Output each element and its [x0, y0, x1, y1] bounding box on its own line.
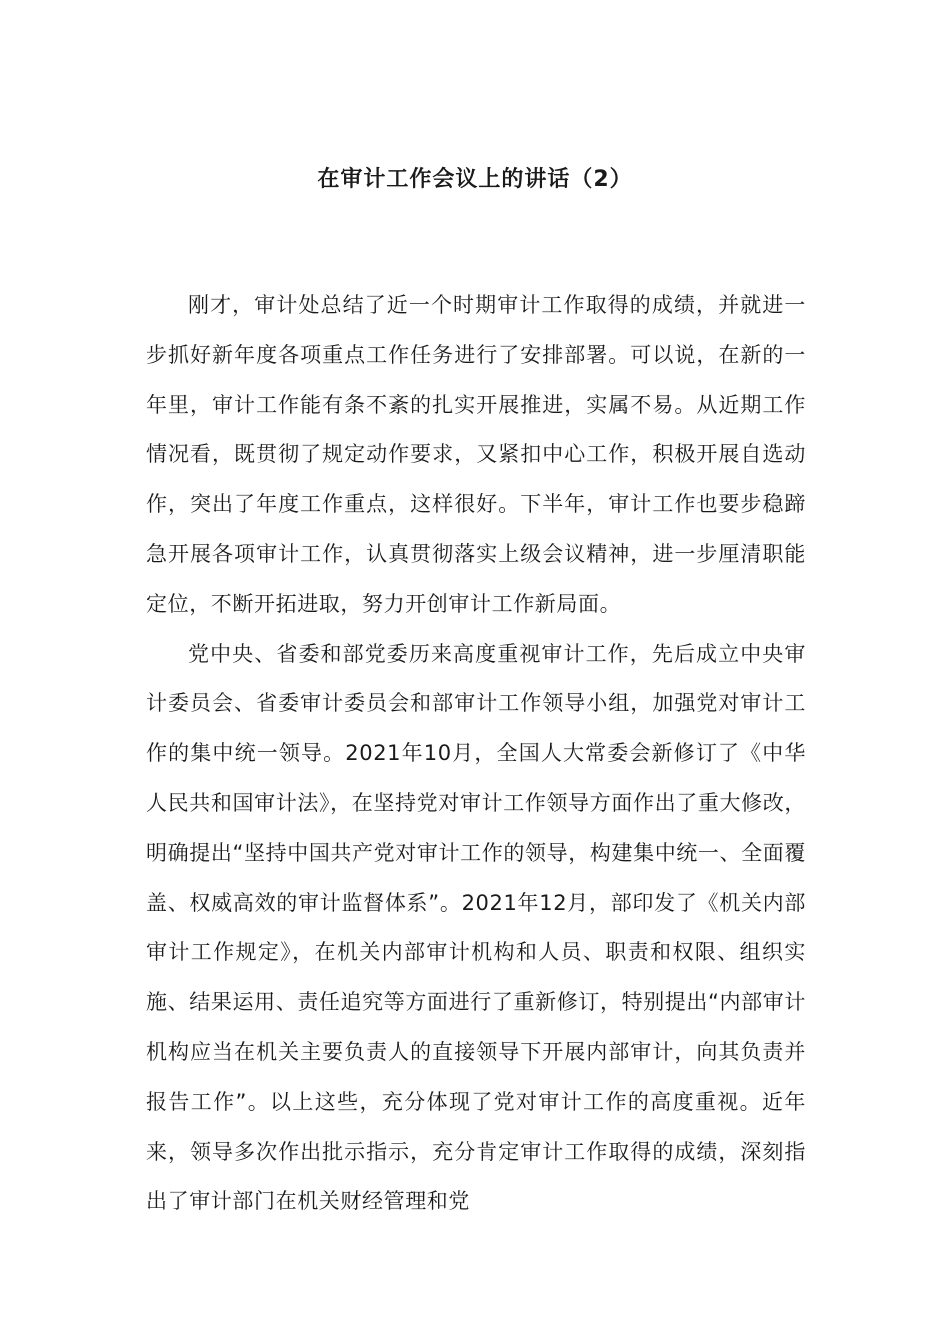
document-title: 在审计工作会议上的讲话（2） [317, 167, 633, 192]
paragraph-2: 党中央、省委和部党委历来高度重视审计工作，先后成立中央审计委员会、省委审计委员会和部审计工作领导小组，加强党对审计工作的集中统一领导。2021年10月，全国人大常委会新修订了《中华人民共和国审计法》，在坚持党对审计工作领导方面作出了重大修改，明确提出“坚持中国共产党对审计工作的领导，构建集中统一、全面覆盖、权威高效的审计监督体系”。2021年12月，部印发了《机关内部审计工作规定》，在机关内部审计机构和人员、职责和权限、组织实施、结果运用、责任追究等方面进行了重新修订，特别提出“内部审计机构应当在机关主要负责人的直接领导下开展内部审计，向其负责并报告工作”。以上这些，充分体现了党对审计工作的高度重视。近年来，领导多次作出批示指示，充分肯定审计工作取得的成绩，深刻指出了审计部门在机关财经管理和党 [146, 641, 806, 1214]
document-body [146, 281, 806, 1227]
paragraph-1: 刚才，审计处总结了近一个时期审计工作取得的成绩，并就进一步抓好新年度各项重点工作任务进行了安排部署。可以说，在新的一年里，审计工作能有条不紊的扎实开展推进，实属不易。从近期工作情况看，既贯彻了规定动作要求，又紧扣中心工作，积极开展自选动作，突出了年度工作重点，这样很好。下半年，审计工作也要步稳蹄急开展各项审计工作，认真贯彻落实上级会议精神，进一步厘清职能定位，不断开拓进取，努力开创审计工作新局面。 [146, 293, 806, 616]
